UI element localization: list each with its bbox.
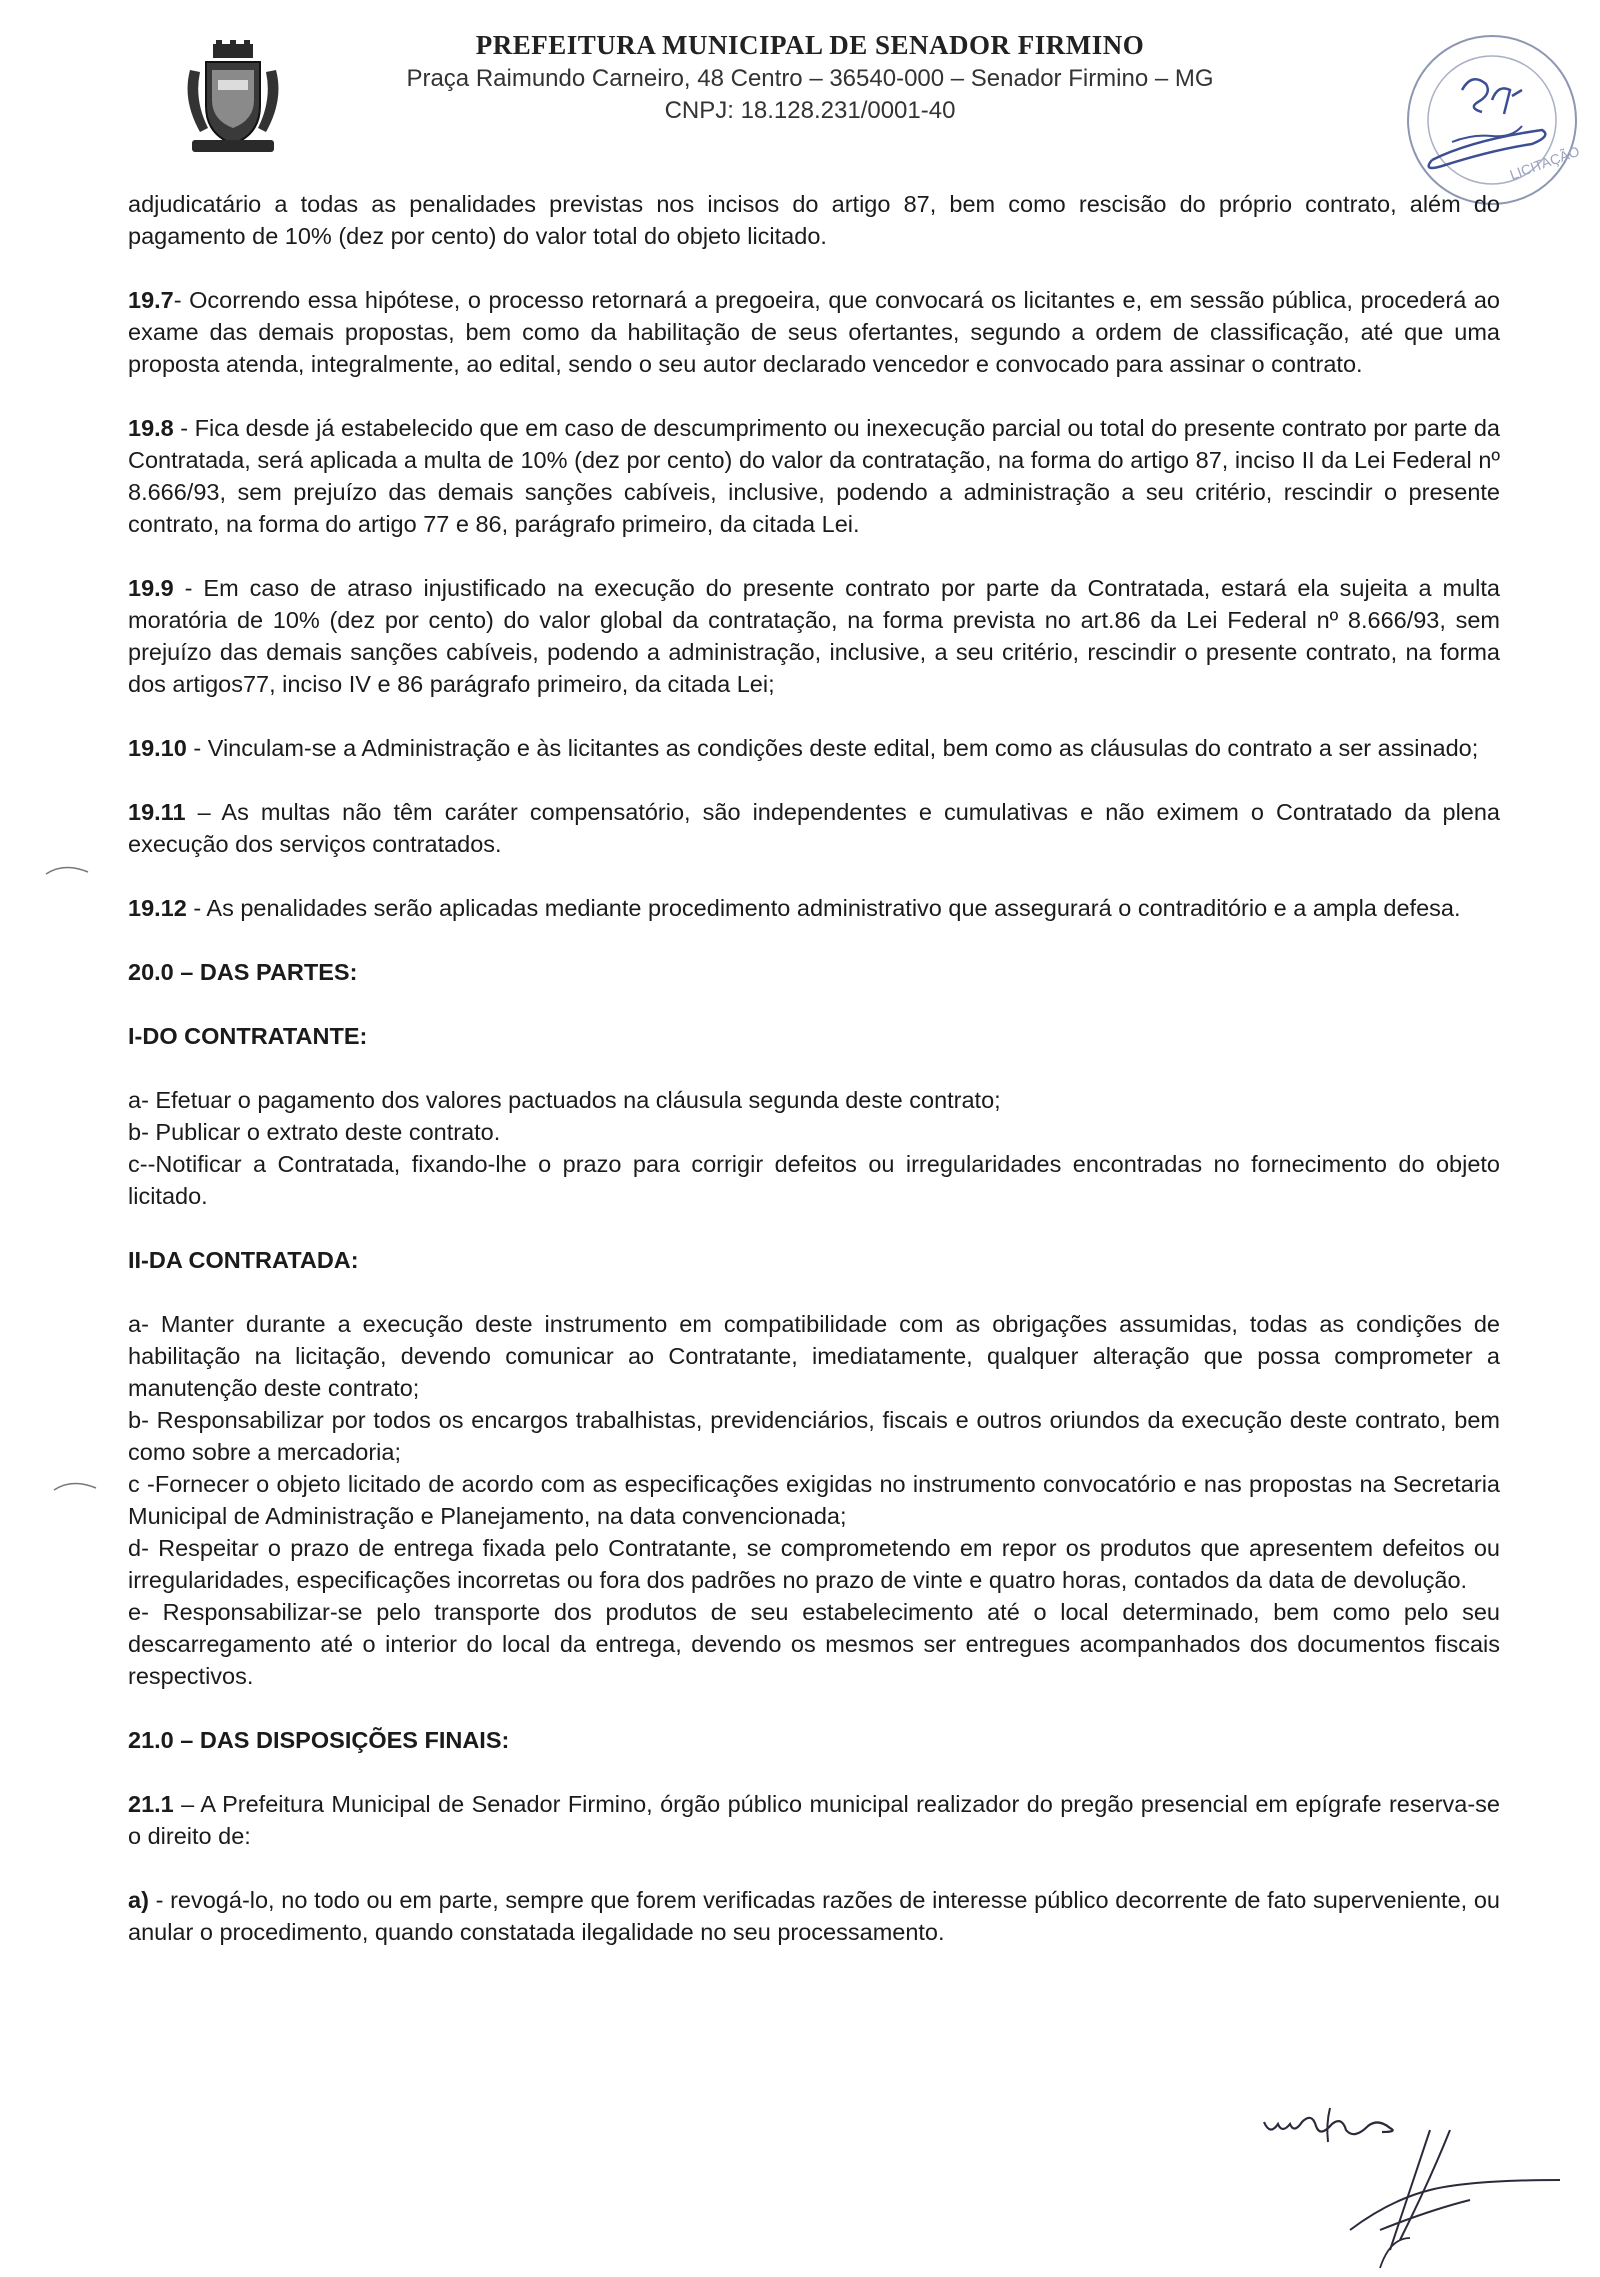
page-stamp-icon bbox=[1392, 30, 1592, 210]
clause-number: 19.12 bbox=[128, 895, 187, 921]
clause-number: 19.8 bbox=[128, 415, 174, 441]
section-heading-20: 20.0 – DAS PARTES: bbox=[128, 959, 358, 985]
subheading-contratada: II-DA CONTRATADA: bbox=[128, 1247, 359, 1273]
contratada-item-a: a- Manter durante a execução deste instrumento em compatibilidade com as obrigações assumidas, todas as condições de habilitação na licitação, devendo comunicar ao Contratante, imediatamente, qualquer alteração que possa comprometer a manutenção deste contrato; bbox=[128, 1311, 1500, 1401]
contratante-item-a: a- Efetuar o pagamento dos valores pactuados na cláusula segunda deste contrato; bbox=[128, 1087, 1001, 1113]
letterhead-title: PREFEITURA MUNICIPAL DE SENADOR FIRMINO bbox=[475, 30, 1145, 60]
clause-number: 19.11 bbox=[128, 799, 186, 825]
contratante-item-b: b- Publicar o extrato deste contrato. bbox=[128, 1119, 501, 1145]
clause-text: - As penalidades serão aplicadas mediante procedimento administrativo que assegurará o contraditório e a ampla defesa. bbox=[186, 895, 1461, 921]
clause-number: 21.1 bbox=[128, 1791, 174, 1817]
clause-21-1 bbox=[128, 1788, 1500, 1852]
document-body bbox=[128, 188, 1500, 1948]
clause-19-12 bbox=[128, 892, 1500, 924]
clause-19-10 bbox=[128, 732, 1500, 764]
clause-19-8 bbox=[128, 412, 1500, 540]
subheading-contratante: I-DO CONTRATANTE: bbox=[128, 1023, 368, 1049]
contratada-item-e: e- Responsabilizar-se pelo transporte dos produtos de seu estabelecimento até o local determinado, bem como pelo seu descarregamento até o interior do local da entrega, devendo os mesmos ser entregues acompanhados dos documentos fiscais respectivos. bbox=[128, 1599, 1500, 1689]
clause-text: - Fica desde já estabelecido que em caso de descumprimento ou inexecução parcial ou total do presente contrato por parte da Contratada, será aplicada a multa de 10% (dez por cento) do valor da contratação, na forma do artigo 87, inciso II da Lei Federal nº 8.666/93, sem prejuízo das demais sanções cabíveis, inclusive, podendo a administração a seu critério, rescindir o presente contrato, na forma do artigo 77 e 86, parágrafo primeiro, da citada Lei. bbox=[128, 415, 1500, 537]
clause-text: – A Prefeitura Municipal de Senador Firmino, órgão público municipal realizador do pregão presencial em epígrafe reserva-se o direito de: bbox=[128, 1791, 1500, 1849]
clause-19-11 bbox=[128, 796, 1500, 860]
margin-mark-icon bbox=[52, 1478, 98, 1494]
letterhead bbox=[360, 30, 1260, 125]
clause-number: 19.9 bbox=[128, 575, 174, 601]
clause-text: - Vinculam-se a Administração e às licitantes as condições deste edital, bem como as cláusulas do contrato a ser assinado; bbox=[186, 735, 1479, 761]
section-heading-21: 21.0 – DAS DISPOSIÇÕES FINAIS: bbox=[128, 1727, 510, 1753]
contratada-item-d: d- Respeitar o prazo de entrega fixada pelo Contratante, se comprometendo em repor os produtos que apresentem defeitos ou irregularidades, especificações incorretas ou fora dos padrões no prazo de vinte e quatro horas, contados da data de devolução. bbox=[128, 1535, 1500, 1593]
letterhead-cnpj: CNPJ: 18.128.231/0001-40 bbox=[664, 97, 956, 124]
clause-19-7 bbox=[128, 284, 1500, 380]
clause-text: – As multas não têm caráter compensatório, são independentes e cumulativas e não eximem o Contratado da plena execução dos serviços contratados. bbox=[128, 799, 1500, 857]
clause-text: - Em caso de atraso injustificado na execução do presente contrato por parte da Contratada, estará ela sujeita a multa moratória de 10% (dez por cento) do valor global da contratação, na forma prevista no art.86 da Lei Federal nº 8.666/93, sem prejuízo das demais sanções cabíveis, podendo a administração, inclusive, a seu critério, rescindir o presente contrato, na forma dos artigos77, inciso IV e 86 parágrafo primeiro, da citada Lei; bbox=[128, 575, 1500, 697]
intro-paragraph: adjudicatário a todas as penalidades previstas nos incisos do artigo 87, bem como rescisão do próprio contrato, além do pagamento de 10% (dez por cento) do valor total do objeto licitado. bbox=[128, 191, 1500, 249]
clause-number: 19.10 bbox=[128, 735, 187, 761]
contratada-item-b: b- Responsabilizar por todos os encargos trabalhistas, previdenciários, fiscais e outros oriundos da execução deste contrato, bem como sobre a mercadoria; bbox=[128, 1407, 1500, 1465]
contratante-item-c: c--Notificar a Contratada, fixando-lhe o prazo para corrigir defeitos ou irregularidades encontradas no fornecimento do objeto licitado. bbox=[128, 1151, 1500, 1209]
clause-number: a) bbox=[128, 1887, 149, 1913]
clause-21-1-a bbox=[128, 1884, 1500, 1948]
clause-number: 19.7 bbox=[128, 287, 174, 313]
letterhead-address: Praça Raimundo Carneiro, 48 Centro – 36540-000 – Senador Firmino – MG bbox=[406, 65, 1214, 92]
clause-text: - Ocorrendo essa hipótese, o processo retornará a pregoeira, que convocará os licitantes e, em sessão pública, procederá ao exame das demais propostas, bem como da habilitação de seus ofertantes, segundo a ordem de classificação, até que uma proposta atenda, integralmente, ao edital, sendo o seu autor declarado vencedor e convocado para assinar o contrato. bbox=[128, 287, 1500, 377]
clause-19-9 bbox=[128, 572, 1500, 700]
municipal-crest-icon bbox=[178, 40, 288, 160]
svg-text:LICITAÇÃO: LICITAÇÃO bbox=[1507, 142, 1582, 183]
margin-mark-icon bbox=[44, 862, 90, 878]
contratada-item-c: c -Fornecer o objeto licitado de acordo com as especificações exigidas no instrumento convocatório e nas propostas na Secretaria Municipal de Administração e Planejamento, na data convencionada; bbox=[128, 1471, 1500, 1529]
clause-text: - revogá-lo, no todo ou em parte, sempre que forem verificadas razões de interesse público decorrente de fato superveniente, ou anular o procedimento, quando constatada ilegalidade no seu processamento. bbox=[128, 1887, 1500, 1945]
handwritten-signature-icon bbox=[1240, 2100, 1570, 2270]
